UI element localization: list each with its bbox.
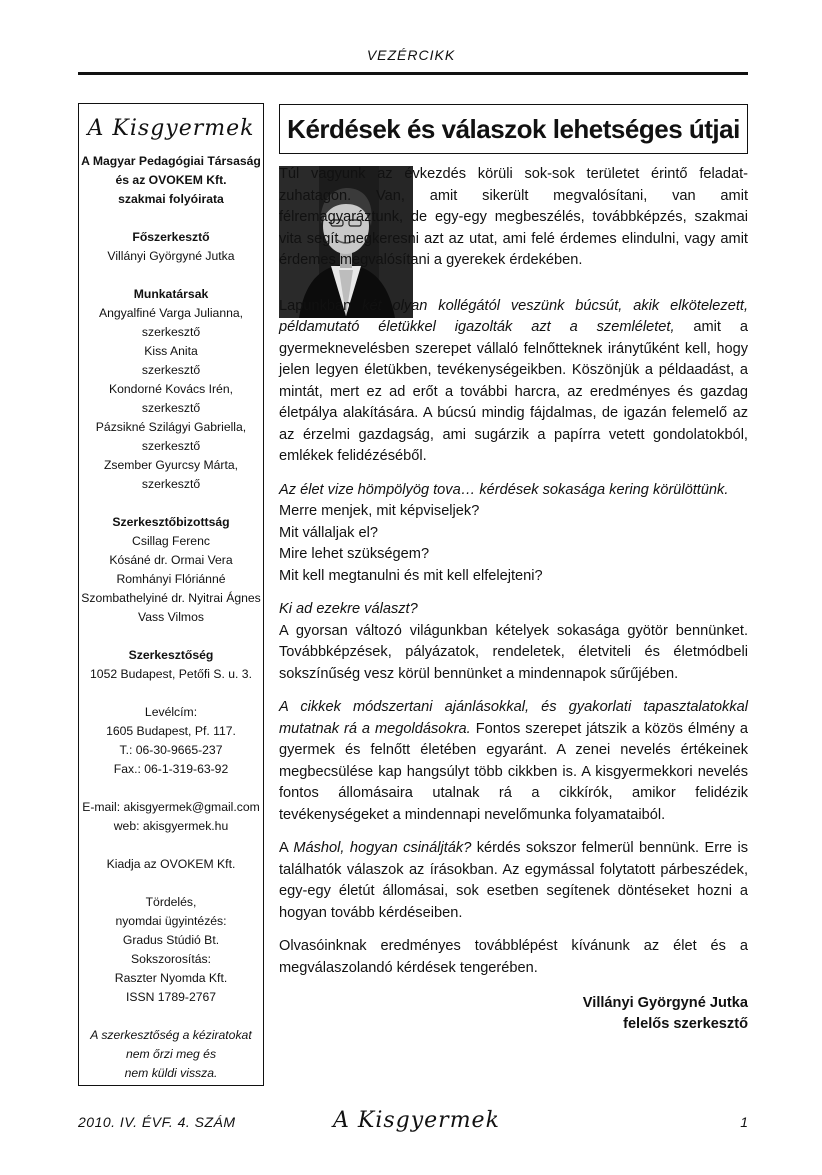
disclaimer-line: A szerkesztőség a kéziratokat <box>90 1028 252 1042</box>
staff-line: szerkesztő <box>141 439 201 453</box>
article-paragraph <box>279 296 748 468</box>
staff-line: Kondorné Kovács Irén, <box>109 382 233 396</box>
print-line: Gradus Stúdió Bt. <box>122 933 220 947</box>
staff-line: Pázsikné Szilágyi Gabriella, <box>95 420 247 434</box>
paragraph-emphasis: két olyan kollégától veszünk búcsút, akik elkötelezett, példamutató életükkel igazolták azt a szemléletet, <box>279 297 748 335</box>
print-line: nyomdai ügyintézés: <box>115 914 227 928</box>
print-info <box>79 893 263 1007</box>
board-member: Vass Vilmos <box>138 610 204 624</box>
staff-line: szerkesztő <box>141 325 201 339</box>
editor-in-chief-heading: Főszerkesztő <box>132 230 210 244</box>
section-label: VEZÉRCIKK <box>366 47 456 63</box>
print-line: Sokszorosítás: <box>131 952 211 966</box>
publisher-line: és az OVOKEM Kft. <box>115 173 227 187</box>
staff-line: szerkesztő <box>141 401 201 415</box>
board-heading: Szerkesztőbizottság <box>112 515 230 529</box>
publisher-info <box>79 152 263 209</box>
question-line: Merre menjek, mit képviseljek? <box>279 503 480 519</box>
signature-role: felelős szerkesztő <box>623 1016 748 1032</box>
question-line: Mit kell megtanulni és mit kell elfelejteni? <box>279 567 543 584</box>
mail-info <box>79 703 263 779</box>
header-rule <box>78 72 748 75</box>
board-member: Csillag Ferenc <box>132 534 210 548</box>
staff-line: szerkesztő <box>141 477 201 491</box>
staff-heading: Munkatársak <box>133 287 209 301</box>
board-list <box>79 532 263 627</box>
article-paragraph <box>279 599 748 685</box>
office-address: 1052 Budapest, Petőfi S. u. 3. <box>90 667 252 681</box>
article-body <box>279 164 748 1035</box>
signature-name: Villányi Györgyné Jutka <box>582 995 748 1011</box>
paragraph-text: A <box>279 840 294 856</box>
phone-line: T.: 06-30-9665-237 <box>119 743 223 757</box>
editor-in-chief-name: Villányi Györgyné Jutka <box>107 249 235 263</box>
publisher-line: szakmai folyóirata <box>118 192 224 206</box>
article-paragraph <box>279 697 748 826</box>
paragraph-text: Fontos szerepet játszik a közös élmény a gyermek és felnőtt életében egyaránt. A zenei nevelés értékeinek megbecsülése kap hangsúlyt több cikkben is. A kisgyermekkori nevelés fontos állomásaira utalnak rá a cikkírók, amikor felidézik tevékenységeket a mindennapi nevelőmunka folyamataiból. <box>279 720 748 823</box>
footer-logo: A Kisgyermek <box>333 1108 500 1133</box>
fax-line: Fax.: 06-1-319-63-92 <box>113 762 229 776</box>
paragraph-emphasis: A cikkek módszertani ajánlásokkal, és gyakorlati tapasztalatokkal mutatnak rá a megoldásokra. <box>279 699 748 737</box>
office-heading: Szerkesztőség <box>128 648 214 662</box>
mail-line: Levélcím: <box>144 705 198 719</box>
question-line: Mire lehet szükségem? <box>279 546 430 562</box>
paragraph-text: Lapunkban <box>279 297 363 314</box>
masthead-logo: A Kisgyermek <box>87 116 255 141</box>
disclaimer-line: nem küldi vissza. <box>124 1066 218 1080</box>
masthead-sidebar <box>78 103 264 1086</box>
issn-line: ISSN 1789-2767 <box>125 990 217 1004</box>
page-footer <box>78 1108 748 1138</box>
board-member: Kósáné dr. Ormai Vera <box>109 553 233 567</box>
paragraph-lead: Az élet vize hömpölyög tova… kérdések sokasága kering körülöttünk. <box>279 481 729 498</box>
question-line: Mit vállaljak el? <box>279 524 378 541</box>
mail-line: 1605 Budapest, Pf. 117. <box>106 724 236 738</box>
disclaimer <box>79 1026 263 1083</box>
paragraph-text: amit a gyermeknevelésben szerepet vállaló felnőtteknek iránytűként kell, hogy jelen legyen életükben, tevékenységeikben. Köszönjük a példaadást, a mintát, mert ez ad erőt a további harcra, az eredményes és gazdag életpálya alakítására. A búcsú mindig fájdalmas, de igazán felemelő az az érzelmi gazdagság, ami sugárzik a papírra vetett gondolatokból, emlékek felidézéséből. <box>279 319 748 464</box>
staff-line: Zsember Gyurcsy Márta, <box>103 458 239 472</box>
article-paragraph: Olvasóinknak eredményes továbblépést kívánunk az élet és a megválaszolandó kérdések tengerében. <box>279 938 748 976</box>
paragraph-lead: Ki ad ezekre választ? <box>279 601 418 617</box>
staff-line: Angyalfiné Varga Julianna, <box>98 306 244 320</box>
article-paragraph <box>279 480 748 588</box>
board-member: Romhányi Flóriánné <box>116 572 226 586</box>
page-number: 1 <box>740 1114 748 1130</box>
print-line: Raszter Nyomda Kft. <box>114 971 228 985</box>
signature <box>279 993 748 1035</box>
article-intro: Túl vagyunk az évkezdés körüli sok-sok területet érintő feladat-zuhatagon. Van, amit sikerült megvalósítani, van amit félremagyaráztunk, de egy-egy megbeszélés, továbbképzés, szakmai vita segít megkeresni azt az utat, ami felé érdemes elindulni, vagy amit érdemes megvalósítani a gyerekek érdekében. <box>279 166 748 268</box>
issue-label: 2010. IV. ÉVF. 4. SZÁM <box>78 1114 236 1130</box>
paragraph-emphasis: Máshol, hogyan csináljták? <box>293 840 472 856</box>
article-title: Kérdések és válaszok lehetséges útjai <box>279 104 748 154</box>
article-paragraph <box>279 838 748 924</box>
web-line: web: akisgyermek.hu <box>113 819 229 833</box>
staff-line: Kiss Anita <box>144 344 198 358</box>
staff-list <box>79 304 263 494</box>
email-line: E-mail: akisgyermek@gmail.com <box>82 800 260 814</box>
paragraph-text: kérdés sokszor felmerül bennünk. Erre is találhatók válaszok az írásokban. Az egymással folytatott párbeszédek, egy-egy életút állomásai, sok esetben segítenek döntéseket hozni a hogyan tovább kérdéseiben. <box>279 840 748 921</box>
paragraph-text: A gyorsan változó világunkban kételyek sokasága gyötör bennünket. Továbbképzések, pályázatok, rendeletek, életviteli és életmódbeli sokszínűség vesz körül bennünket a mindennapok sűrűjében. <box>279 622 748 682</box>
board-member: Szombathelyiné dr. Nyitrai Ágnes <box>81 591 261 605</box>
publisher-line: A Magyar Pedagógiai Társaság <box>81 154 261 168</box>
staff-line: szerkesztő <box>141 363 201 377</box>
publisher-line: Kiadja az OVOKEM Kft. <box>106 857 236 871</box>
disclaimer-line: nem őrzi meg és <box>125 1047 217 1061</box>
print-line: Tördelés, <box>145 895 197 909</box>
